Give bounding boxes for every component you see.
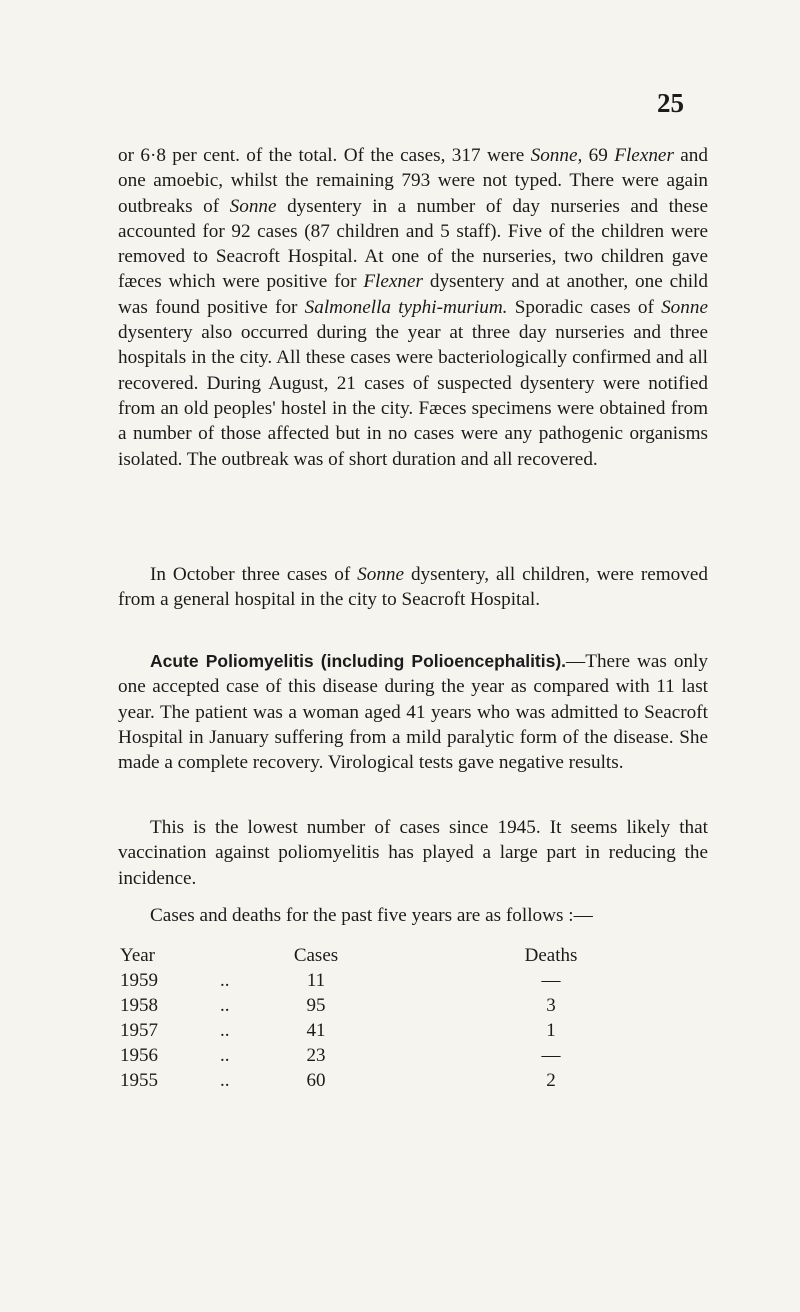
cell-deaths: —	[541, 969, 561, 991]
cell-dots: ..	[220, 1019, 230, 1041]
cell-deaths: 2	[546, 1069, 556, 1091]
table-row	[120, 993, 586, 1018]
cell-cases: 11	[306, 969, 326, 991]
cell-dots: ..	[220, 1069, 230, 1091]
cell-year: 1956	[120, 1044, 158, 1066]
table-row	[120, 1068, 586, 1093]
table-row	[120, 968, 586, 993]
section-heading: Acute Poliomyelitis (including Polioencephalitis).	[150, 651, 567, 671]
header-deaths: Deaths	[524, 944, 578, 966]
cell-dots: ..	[220, 969, 230, 991]
cell-cases: 60	[306, 1069, 326, 1091]
header-year: Year	[120, 944, 156, 966]
table-header-row	[120, 943, 586, 968]
paragraph-dysentery: or 6·8 per cent. of the total. Of the cases, 317 were Sonne, 69 Flexner and one amoebic, whilst the remaining 793 were not typed. There were again outbreaks of Sonne dysentery in a number of day nurseries and these accounted for 92 cases (87 children and 5 staff). Five of the children were removed to Seacroft Hospital. At one of the nurseries, two children gave fæces which were positive for Flexner dysentery and at another, one child was found positive for Salmonella typhi-murium. Sporadic cases of Sonne dysentery also occurred during the year at three day nurseries and three hospitals in the city. All these cases were bacteriologically confirmed and all recovered. During August, 21 cases of suspected dysentery were notified from an old peoples' hostel in the city. Fæces specimens were obtained from a number of those affected but in no cases were any pathogenic organisms isolated. The outbreak was of short duration and all recovered.	[118, 145, 708, 470]
cell-year: 1957	[120, 1019, 158, 1041]
cell-dots: ..	[220, 1044, 230, 1066]
cell-year: 1958	[120, 994, 158, 1016]
table-row	[120, 1018, 586, 1043]
cell-cases: 95	[306, 994, 326, 1016]
cell-year: 1955	[120, 1069, 158, 1091]
cell-cases: 23	[306, 1044, 326, 1066]
paragraph-table-intro: Cases and deaths for the past five years are as follows :—	[150, 905, 593, 926]
cases-deaths-table	[120, 943, 586, 1093]
paragraph-lowest-cases: This is the lowest number of cases since 1945. It seems likely that vaccination against poliomyelitis has played a large part in reducing the incidence.	[118, 817, 708, 889]
paragraph-october-cases: In October three cases of Sonne dysentery, all children, were removed from a general hospital in the city to Seacroft Hospital.	[118, 564, 708, 611]
paragraph-poliomyelitis: Acute Poliomyelitis (including Polioencephalitis).—There was only one accepted case of this disease during the year as compared with 11 last year. The patient was a woman aged 41 years who was admitted to Seacroft Hospital in January suffering from a mild paralytic form of the disease. She made a complete recovery. Virological tests gave negative results.	[118, 651, 708, 774]
header-cases: Cases	[293, 944, 339, 966]
cell-dots: ..	[220, 994, 230, 1016]
page-number: 25	[657, 88, 684, 118]
cell-cases: 41	[306, 1019, 326, 1041]
cell-deaths: 3	[546, 994, 556, 1016]
cell-deaths: 1	[546, 1019, 556, 1041]
cell-year: 1959	[120, 969, 158, 991]
cell-deaths: —	[541, 1044, 561, 1066]
table-row	[120, 1043, 586, 1068]
